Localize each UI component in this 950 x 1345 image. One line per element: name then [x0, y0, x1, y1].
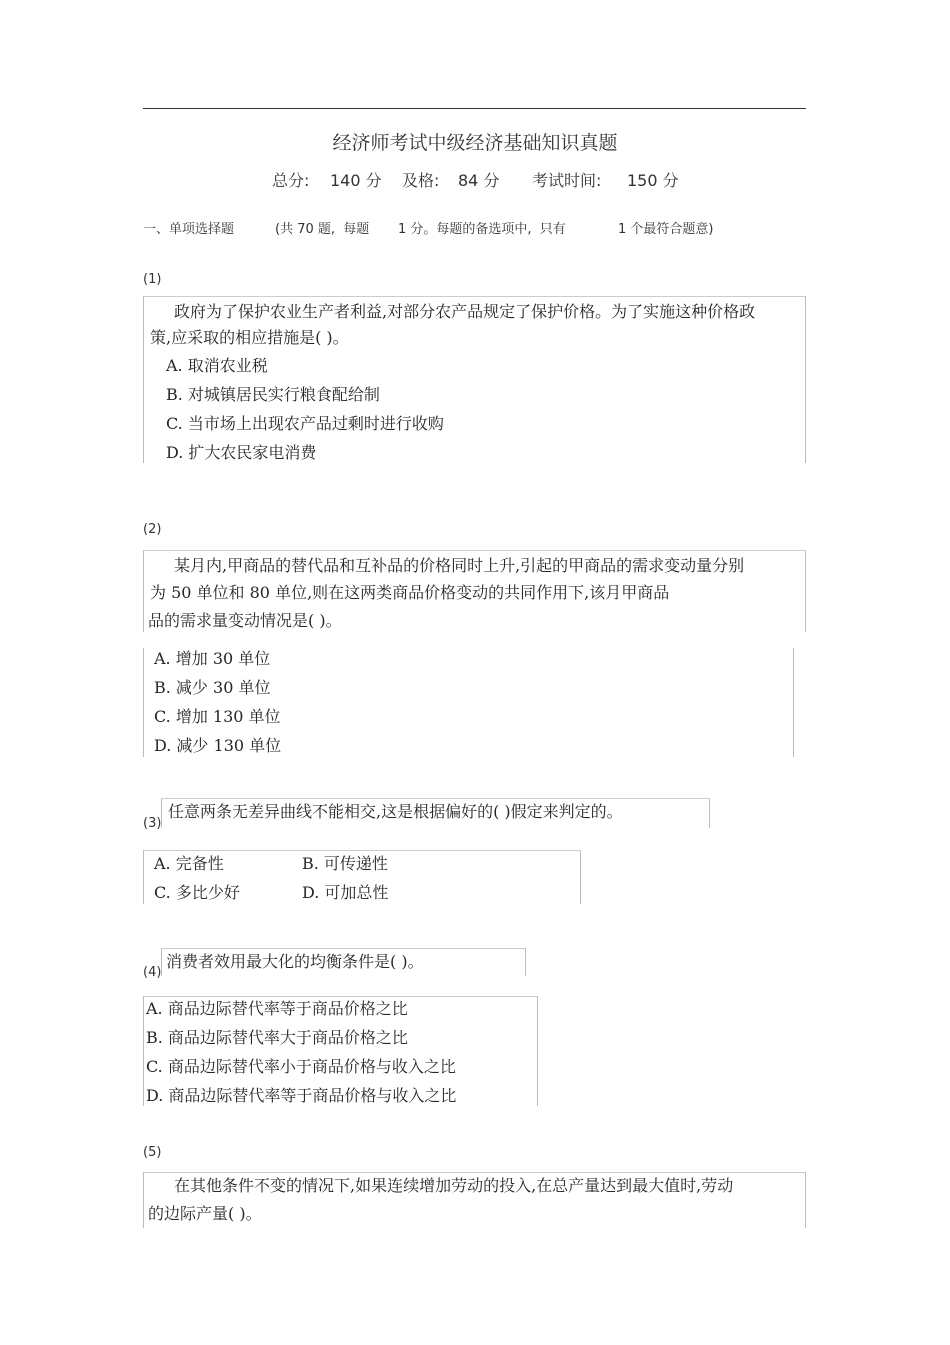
question-number: (4) [143, 965, 162, 980]
question-1-image [143, 296, 806, 463]
option-a: A. 完备性 [154, 854, 224, 873]
time-label: 考试时间: [532, 171, 602, 190]
option-a: A. 取消农业税 [166, 356, 268, 375]
question-stem: 策,应采取的相应措施是( )。 [150, 328, 349, 347]
option-a: A. 商品边际替代率等于商品价格之比 [146, 999, 408, 1018]
time-value: 150 分 [627, 171, 679, 190]
question-2-stem-image [143, 550, 806, 632]
pass-label: 及格: [402, 171, 440, 190]
section-note-a: (共 70 题, 每题 [275, 222, 370, 237]
option-d: D. 可加总性 [302, 883, 389, 902]
pass-value: 84 分 [458, 171, 500, 190]
option-c: C. 多比少好 [154, 883, 240, 902]
question-stem: 消费者效用最大化的均衡条件是( )。 [166, 952, 424, 971]
section-note-c: 1 个最符合题意) [618, 222, 714, 237]
option-b: B. 减少 30 单位 [154, 678, 271, 697]
question-stem: 任意两条无差异曲线不能相交,这是根据偏好的( )假定来判定的。 [168, 802, 623, 821]
question-stem: 的边际产量( )。 [148, 1204, 262, 1223]
question-3-options-image [143, 850, 581, 904]
question-stem: 某月内,甲商品的替代品和互补品的价格同时上升,引起的甲商品的需求变动量分别 [174, 556, 745, 575]
question-stem: 政府为了保护农业生产者利益,对部分农产品规定了保护价格。为了实施这种价格政 [174, 302, 756, 321]
question-3-stem-image [161, 798, 710, 828]
option-b: B. 可传递性 [302, 854, 388, 873]
option-b: B. 商品边际替代率大于商品价格之比 [146, 1028, 408, 1047]
option-a: A. 增加 30 单位 [154, 649, 271, 668]
option-c: C. 当市场上出现农产品过剩时进行收购 [166, 414, 444, 433]
header-rule [143, 108, 806, 109]
section-note-b: 1 分。每题的备选项中, 只有 [398, 222, 566, 237]
question-number: (5) [143, 1145, 162, 1160]
total-value: 140 分 [330, 171, 382, 190]
question-4-stem-image [161, 948, 526, 976]
question-2-options-image [143, 648, 794, 757]
option-b: B. 对城镇居民实行粮食配给制 [166, 385, 380, 404]
page-title: 经济师考试中级经济基础知识真题 [332, 132, 618, 154]
question-stem: 为 50 单位和 80 单位,则在这两类商品价格变动的共同作用下,该月甲商品 [150, 583, 670, 602]
question-number: (1) [143, 272, 162, 287]
section-title: 一、单项选择题 [143, 222, 235, 237]
question-5-image [143, 1172, 806, 1228]
total-label: 总分: [272, 171, 310, 190]
option-d: D. 商品边际替代率等于商品价格与收入之比 [146, 1086, 457, 1105]
question-stem: 品的需求量变动情况是( )。 [148, 611, 342, 630]
option-c: C. 商品边际替代率小于商品价格与收入之比 [146, 1057, 456, 1076]
question-4-options-image [143, 996, 538, 1106]
question-stem: 在其他条件不变的情况下,如果连续增加劳动的投入,在总产量达到最大值时,劳动 [174, 1176, 734, 1195]
option-d: D. 扩大农民家电消费 [166, 443, 317, 462]
question-number: (3) [143, 816, 162, 831]
option-d: D. 减少 130 单位 [154, 736, 282, 755]
option-c: C. 增加 130 单位 [154, 707, 281, 726]
question-number: (2) [143, 522, 162, 537]
